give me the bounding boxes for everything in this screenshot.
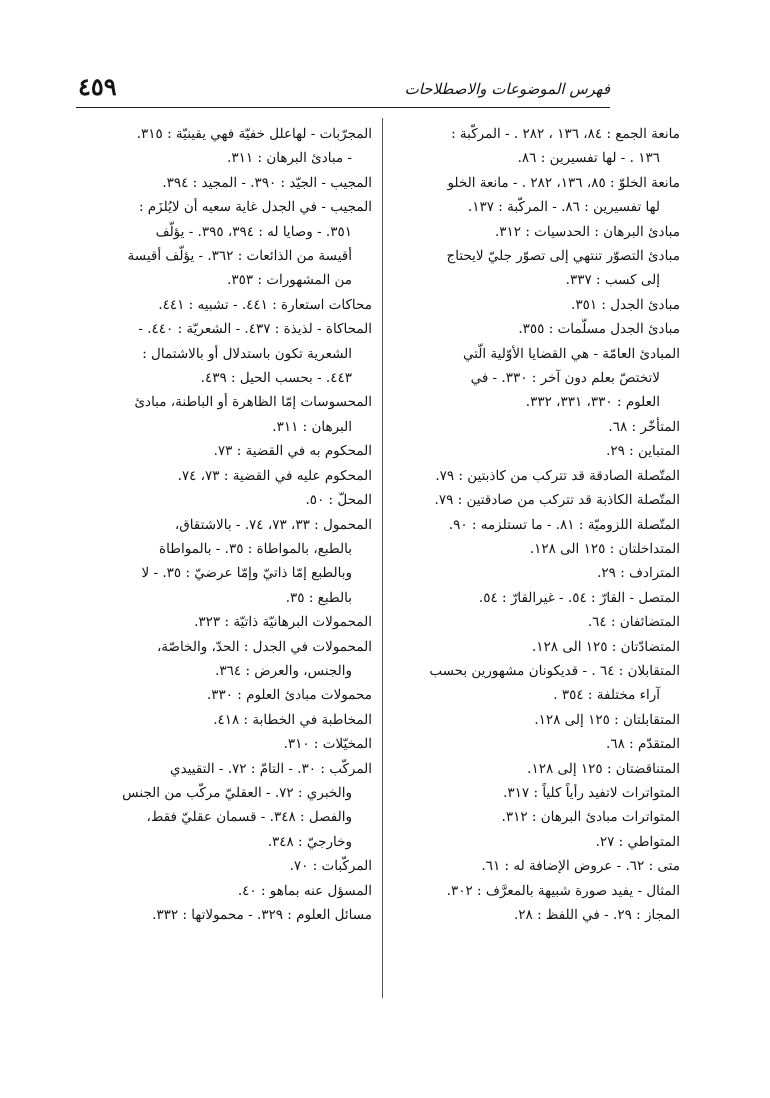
index-line: المترادف : ٢٩. (597, 565, 680, 582)
index-line: لها تفسيرين : ٨٦. - المركّبة : ١٣٧. (467, 199, 660, 216)
index-line: المتّصلة اللزوميّة : ٨١. - ما تستلزمه : ٩٠. (448, 516, 680, 533)
index-line: المتواطي : ٢٧. (595, 833, 680, 850)
index-line: متى : ٦٢. - عروض الإضافة له : ٦١. (481, 858, 680, 875)
index-line: مبادئ البرهان : الحدسيات : ٣١٢. (494, 223, 680, 240)
index-line: إلى كسب : ٣٣٧. (565, 272, 660, 289)
index-line: المتواترات مبادئ البرهان : ٣١٢. (501, 809, 680, 826)
index-line: المحكوم به في القضية : ٧٣. (213, 443, 372, 460)
index-line: المركّبات : ٧٠. (289, 858, 372, 875)
index-line: من المشهورات : ٣٥٣. (227, 272, 352, 289)
index-line: بالطبع، بالمواطاة : ٣٥. - بالمواطاة (159, 540, 352, 557)
index-line: المحمولات البرهانيّة ذاتيّة : ٣٢٣. (194, 614, 372, 631)
index-line: المبادئ العامّة - هي القضايا الأوّلية الّتي (462, 345, 680, 362)
index-line: أقيسة من الذائعات : ٣٦٢. - يؤلّف أقيسة (127, 248, 352, 265)
index-line: ٣٥١. - وصايا له : ٣٩٤، ٣٩٥. - يؤلّف (155, 223, 352, 240)
index-line: ١٣٦ . - لها تفسيرين : ٨٦. (517, 150, 660, 167)
index-line: المتّصلة الصادقة قد تتركب من كاذبتين : ٧٩. (435, 467, 680, 484)
index-line: المخاطبة في الخطابة : ٤١٨. (213, 711, 372, 728)
index-line: المتداخلتان : ١٢٥ الى ١٢٨. (529, 540, 680, 557)
index-line: وبالطبع إمّا ذاتيّ وإمّا عرضيّ : ٣٥. - لا (141, 565, 352, 582)
index-line: الشعرية تكون باستدلال أو بالاشتمال : (142, 345, 352, 362)
index-line: والخبري : ٧٢. - العقليّ مركّب من الجنس (122, 784, 352, 801)
index-line: ٤٤٣. - بحسب الحيل : ٤٣٩. (200, 370, 352, 387)
index-column-left (76, 122, 372, 927)
index-line: وخارجيّ : ٣٤٨. (267, 833, 352, 850)
index-line: المتصل - القارّ : ٥٤. - غيرالقارّ : ٥٤. (478, 589, 680, 606)
index-line: بالطبع : ٣٥. (285, 589, 352, 606)
index-line: المجرّبات - لهاعلل خفيّة فهي يقينيّة : ٣١٥. (136, 126, 372, 142)
index-line: مبادئ الجدل : ٣٥١. (571, 296, 680, 313)
index-line: المحكوم عليه في القضية : ٧٣، ٧٤. (177, 467, 372, 484)
index-line: المحمولات في الجدل : الحدّ، والخاصّة، (156, 638, 372, 655)
index-line: المتضائفان : ٦٤. (587, 614, 680, 631)
index-line: المتقابلان : ٦٤ . - قديكونان مشهورين بحسب (429, 662, 680, 679)
index-line: محاكات استعارة : ٤٤١. - تشبيه : ٤٤١. (158, 296, 372, 313)
header-rule (76, 107, 610, 108)
index-line: مبادئ الجدل مسلّمات : ٣٥٥. (518, 321, 680, 338)
index-line: المحمول : ٣٣، ٧٣، ٧٤. - بالاشتقاق، (174, 516, 372, 533)
page-number: ٤٥٩ (78, 72, 117, 101)
index-line: المحلّ : ٥٠. (305, 492, 372, 509)
index-line: المتناقضتان : ١٢٥ إلى ١٢٨. (527, 760, 680, 777)
index-line: العلوم : ٣٣٠، ٣٣١، ٣٣٢. (525, 394, 660, 411)
index-line: المجيب - في الجدل غاية سعيه أن لايُلزَم : (138, 199, 372, 216)
index-line: مبادئ التصوّر تنتهي إلى تصوّر جليّ لايحتاج (446, 248, 680, 265)
index-line: لاتختصّ بعلم دون آخر : ٣٣٠. - في (470, 370, 660, 387)
index-line: المتّصلة الكاذبة قد تتركب من صادقتين : ٧٩. (434, 492, 680, 509)
index-line: المتقدّم : ٦٨. (606, 736, 680, 753)
index-line: آراء مختلفة : ٣٥٤ . (553, 687, 660, 704)
index-line: مسائل العلوم : ٣٢٩. - محمولاتها : ٣٣٢. (152, 907, 372, 923)
index-line: المحاكاة - لذيذة : ٤٣٧. - الشعريّة : ٤٤٠. - (138, 321, 372, 338)
index-line: المتواترات لاتفيد رأياً كلياً : ٣١٧. (503, 784, 680, 801)
index-column-right (380, 122, 680, 927)
index-line: مانعة الخلوّ : ٨٥، ١٣٦، ٢٨٢ . - مانعة الخلو (447, 174, 680, 191)
index-line: المثال - يفيد صورة شبيهة بالمعرَّف : ٣٠٢. (446, 882, 680, 899)
index-line: المحسوسات إمّا الظاهرة أو الباطنة، مبادئ (134, 394, 372, 411)
index-line: والفصل : ٣٤٨. - قسمان عقليّ فقط، (146, 809, 352, 826)
index-line: البرهان : ٣١١. (272, 418, 352, 435)
index-line: المركّب : ٣٠. - التامّ : ٧٢. - التقييدي (170, 760, 372, 777)
index-line: محمولات مبادئ العلوم : ٣٣٠. (206, 687, 372, 704)
index-line: المتأخّر : ٦٨. (608, 418, 680, 435)
index-line: المتباين : ٢٩. (606, 443, 680, 460)
index-line: المتضادّتان : ١٢٥ الى ١٢٨. (531, 638, 680, 655)
index-line: مانعة الجمع : ٨٤، ١٣٦ ، ٢٨٢ . - المركّبة : (451, 126, 680, 142)
index-line: المجاز : ٢٩. - في اللفظ : ٢٨. (513, 907, 680, 923)
running-head: فهرس الموضوعات والاصطلاحات (404, 80, 610, 98)
index-line: المجيب - الجيّد : ٣٩٠. - المجيد : ٣٩٤. (162, 174, 372, 191)
index-line: والجنس، والعرض : ٣٦٤. (215, 662, 352, 679)
index-line: المسؤل عنه بماهو : ٤٠. (237, 882, 372, 899)
index-line: - مبادئ البرهان : ٣١١. (227, 150, 352, 167)
index-line: المتقابلتان : ١٢٥ إلى ١٢٨. (534, 711, 680, 728)
index-line: المخيّلات : ٣١٠. (283, 736, 372, 753)
